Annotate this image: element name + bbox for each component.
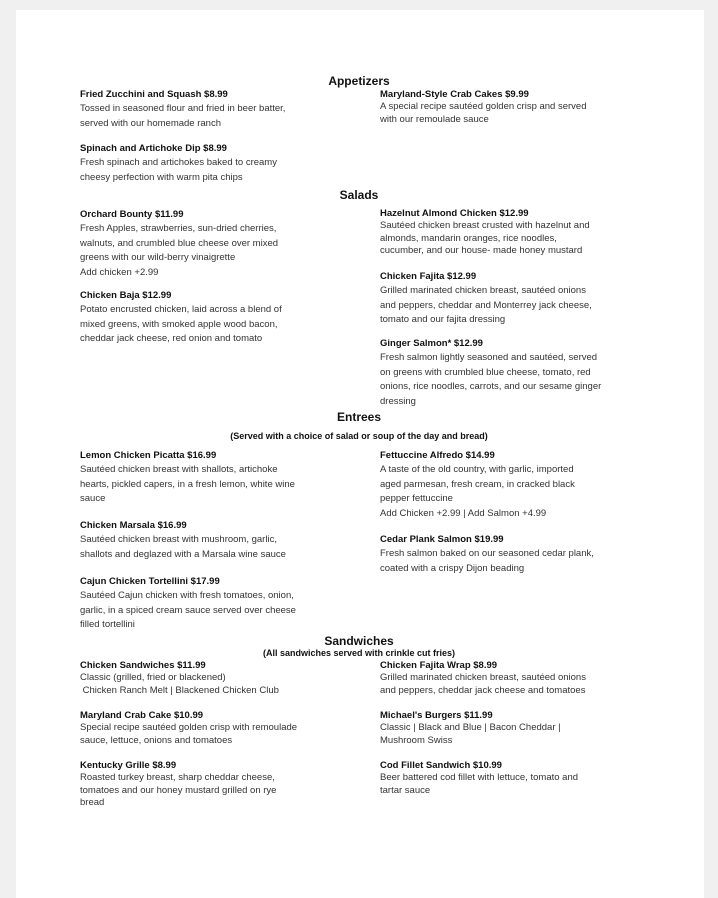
menu-item [80,575,342,633]
section-note-entrees: (Served with a choice of salad or soup of the day and bread) [230,431,488,441]
menu-item-title: Chicken Fajita $12.99 [380,271,477,282]
menu-item-desc: Roasted turkey breast, sharp cheddar cheese, [80,772,275,784]
menu-item-desc: and peppers, cheddar jack cheese and tomatoes [380,684,586,696]
menu-item [380,270,642,328]
menu-item-desc: dressing [380,395,416,407]
menu-item [380,208,642,258]
menu-item-title: Chicken Sandwiches $11.99 [80,660,206,671]
menu-item-title: Spinach and Artichoke Dip $8.99 [80,143,227,154]
menu-item-desc: pepper fettuccine [380,493,453,505]
menu-item-desc: Sautéed Cajun chicken with fresh tomatoes, onion, [80,590,294,602]
menu-item-title: Orchard Bounty $11.99 [80,209,184,220]
menu-item-desc: aged parmesan, fresh cream, in cracked black [380,478,575,490]
section-heading-appetizers: Appetizers [328,74,390,88]
menu-item-desc: Add Chicken +2.99 | Add Salmon +4.99 [380,507,547,519]
menu-item-desc: Fresh salmon lightly seasoned and sautéed, served [380,352,598,364]
menu-item-desc: walnuts, and crumbled blue cheese over mixed [80,237,279,249]
menu-item [380,89,642,126]
menu-item [80,142,342,185]
menu-item-title: Kentucky Grille $8.99 [80,760,177,771]
section-heading-sandwiches: Sandwiches [324,634,394,648]
menu-item-desc: greens with our wild-berry vinaigrette [80,252,236,264]
section-note-sandwiches: (All sandwiches served with crinkle cut fries) [262,648,456,658]
menu-item [380,337,642,409]
menu-item-title: Chicken Baja $12.99 [80,290,172,301]
menu-item-title: Maryland-Style Crab Cakes $9.99 [380,89,529,100]
menu-item-desc: Fresh Apples, strawberries, sun-dried cherries, [80,223,277,235]
menu-item [380,533,642,576]
menu-item-desc: cheesy perfection with warm pita chips [80,171,243,183]
menu-item [380,449,642,521]
menu-item-title: Cedar Plank Salmon $19.99 [380,534,504,545]
menu-item-title: Hazelnut Almond Chicken $12.99 [380,208,529,219]
menu-item-desc: onions, rice noodles, carrots, and our sesame ginger [380,381,602,393]
menu-item-desc: hearts, pickled capers, in a fresh lemon, white wine [80,478,295,490]
menu-item-desc: tomato and our fajita dressing [380,314,506,326]
menu-item [80,519,342,562]
menu-item [80,760,342,810]
menu-item-desc: Grilled marinated chicken breast, sautéed onions [380,672,586,684]
section-heading-salads: Salads [339,188,379,202]
menu-item-desc: Sautéed chicken breast crusted with hazelnut and [380,220,590,232]
menu-item-desc: cheddar jack cheese, red onion and tomato [80,333,263,345]
menu-item-desc: Chicken Ranch Melt | Blackened Chicken Club [80,684,279,696]
menu-item-title: Fettuccine Alfredo $14.99 [380,450,495,461]
menu-item-title: Chicken Marsala $16.99 [80,520,187,531]
menu-item [80,449,342,507]
menu-item-desc: Mushroom Swiss [380,734,453,746]
menu-item-desc: Grilled marinated chicken breast, sautéed onions [380,285,586,297]
menu-item-desc: bread [80,797,105,809]
menu-item-title: Fried Zucchini and Squash $8.99 [80,89,228,100]
menu-item [80,88,342,131]
menu-item-desc: Beer battered cod fillet with lettuce, tomato and [380,772,579,784]
menu-item-title: Cajun Chicken Tortellini $17.99 [80,576,220,587]
menu-item-desc: garlic, in a spiced cream sauce served over cheese [80,604,296,616]
menu-item-desc: Classic (grilled, fried or blackened) [80,672,226,684]
menu-item-desc: served with our homemade ranch [80,117,221,129]
menu-item-desc: shallots and deglazed with a Marsala wine sauce [80,548,286,560]
menu-item-desc: Sautéed chicken breast with mushroom, garlic, [80,534,277,546]
menu-item-title: Cod Fillet Sandwich $10.99 [380,760,502,771]
menu-item [80,660,342,697]
menu-item-desc: tartar sauce [380,784,431,796]
menu-item-desc: sauce, lettuce, onions and tomatoes [80,734,233,746]
menu-item-desc: with our remoulade sauce [380,113,489,125]
menu-item-desc: mixed greens, with smoked apple wood bacon, [80,318,278,330]
menu-item-desc: Sautéed chicken breast with shallots, artichoke [80,464,278,476]
menu-item-title: Lemon Chicken Picatta $16.99 [80,450,217,461]
menu-item [380,760,642,797]
menu-item-title: Chicken Fajita Wrap $8.99 [380,660,498,671]
menu-item [80,208,342,280]
menu-item-desc: Tossed in seasoned flour and fried in beer batter, [80,103,286,115]
menu-item-desc: Add chicken +2.99 [80,266,159,278]
menu-item-desc: Fresh spinach and artichokes baked to creamy [80,157,277,169]
menu-item-desc: A taste of the old country, with garlic, imported [380,464,574,476]
menu-item-desc: Potato encrusted chicken, laid across a blend of [80,304,282,316]
menu-item-title: Ginger Salmon* $12.99 [380,338,483,349]
menu-item-desc: A special recipe sautéed golden crisp and served [380,101,587,113]
menu-item-title: Michael's Burgers $11.99 [380,710,493,721]
menu-item-title: Maryland Crab Cake $10.99 [80,710,204,721]
menu-item-desc: Classic | Black and Blue | Bacon Cheddar | [380,722,561,734]
menu-item-desc: Special recipe sautéed golden crisp with remoulade [80,722,298,734]
menu-item-desc: on greens with crumbled blue cheese, tomato, red [380,366,591,378]
menu-item-desc: coated with a crispy Dijon beading [380,562,525,574]
section-heading-entrees: Entrees [336,410,382,424]
menu-item-desc: filled tortellini [80,619,135,631]
menu-item-desc: tomatoes and our honey mustard grilled on rye [80,784,277,796]
menu-item-desc: Fresh salmon baked on our seasoned cedar plank, [380,548,594,560]
menu-item-desc: cucumber, and our house- made honey mustard [380,245,583,257]
menu-item [80,289,342,347]
menu-item-desc: almonds, mandarin oranges, rice noodles, [380,232,557,244]
menu-item [380,660,642,697]
menu-item [380,710,642,747]
menu-item [80,710,342,747]
menu-item-desc: sauce [80,493,106,505]
menu-item-desc: and peppers, cheddar and Monterrey jack cheese, [380,299,592,311]
